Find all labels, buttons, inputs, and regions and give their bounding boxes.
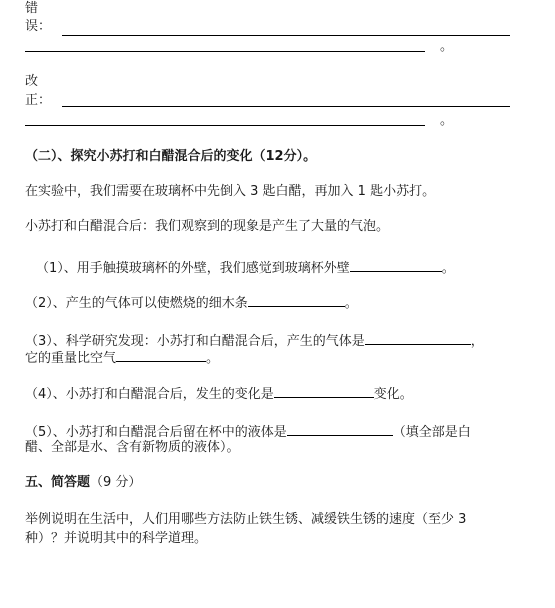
section2-heading: （二）、探究小苏打和白醋混合后的变化（12分）。 bbox=[25, 149, 317, 164]
question-3-blank-1[interactable] bbox=[365, 330, 471, 345]
question-2-blank[interactable] bbox=[248, 292, 345, 307]
question-5-blank[interactable] bbox=[287, 421, 393, 436]
error-label-top: 错 bbox=[25, 1, 39, 16]
fix-label-bottom: 正： bbox=[25, 93, 52, 108]
question-4 bbox=[25, 383, 413, 404]
question-3-comma: ， bbox=[470, 334, 484, 349]
error-line-period: 。 bbox=[440, 39, 454, 54]
section5-heading bbox=[25, 474, 141, 492]
question-5-line-2: 醋、全部是水、含有新物质的液体）。 bbox=[25, 440, 240, 455]
fix-line-period: 。 bbox=[440, 113, 454, 128]
question-4-end: 变化。 bbox=[373, 387, 413, 402]
question-5-options: （填全部是白 bbox=[392, 425, 471, 440]
question-2 bbox=[25, 292, 358, 313]
question-3-end: 。 bbox=[206, 351, 220, 366]
question-5-text: （5）、小苏打和白醋混合后留在杯中的液体是 bbox=[25, 425, 287, 440]
fix-label-top: 改 bbox=[25, 74, 39, 89]
question-1-end: 。 bbox=[441, 261, 455, 276]
question-2-end: 。 bbox=[344, 296, 358, 311]
question-1-blank[interactable] bbox=[350, 257, 442, 272]
question-3-line-2 bbox=[25, 347, 219, 368]
question-4-blank[interactable] bbox=[274, 383, 374, 398]
observation-text: 小苏打和白醋混合后：我们观察到的现象是产生了大量的气泡。 bbox=[25, 219, 390, 234]
section5-question-line-2: 种）？并说明其中的科学道理。 bbox=[25, 531, 208, 546]
question-2-text: （2）、产生的气体可以使燃烧的细木条 bbox=[25, 296, 248, 311]
question-3-text: （3）、科学研究发现：小苏打和白醋混合后，产生的气体是 bbox=[25, 334, 365, 349]
section5-title: 五、简答题 bbox=[25, 475, 91, 490]
error-answer-line-2[interactable] bbox=[25, 51, 425, 52]
error-label-bottom: 误： bbox=[25, 19, 52, 34]
fix-answer-line-1[interactable] bbox=[62, 106, 510, 107]
question-3-text-2: 它的重量比空气 bbox=[25, 351, 117, 366]
fix-answer-line-2[interactable] bbox=[25, 125, 425, 126]
experiment-intro: 在实验中，我们需要在玻璃杯中先倒入 3 匙白醋，再加入 1 匙小苏打。 bbox=[25, 184, 436, 199]
question-4-text: （4）、小苏打和白醋混合后，发生的变化是 bbox=[25, 387, 274, 402]
question-1 bbox=[36, 257, 455, 278]
section5-question-line-1: 举例说明在生活中，人们用哪些方法防止铁生锈、减缓铁生锈的速度（至少 3 bbox=[25, 512, 467, 527]
question-1-text: （1）、用手触摸玻璃杯的外壁，我们感觉到玻璃杯外壁 bbox=[36, 261, 350, 276]
question-3-blank-2[interactable] bbox=[116, 347, 206, 362]
section5-score: （9 分） bbox=[90, 475, 142, 490]
error-answer-line-1[interactable] bbox=[62, 35, 510, 36]
